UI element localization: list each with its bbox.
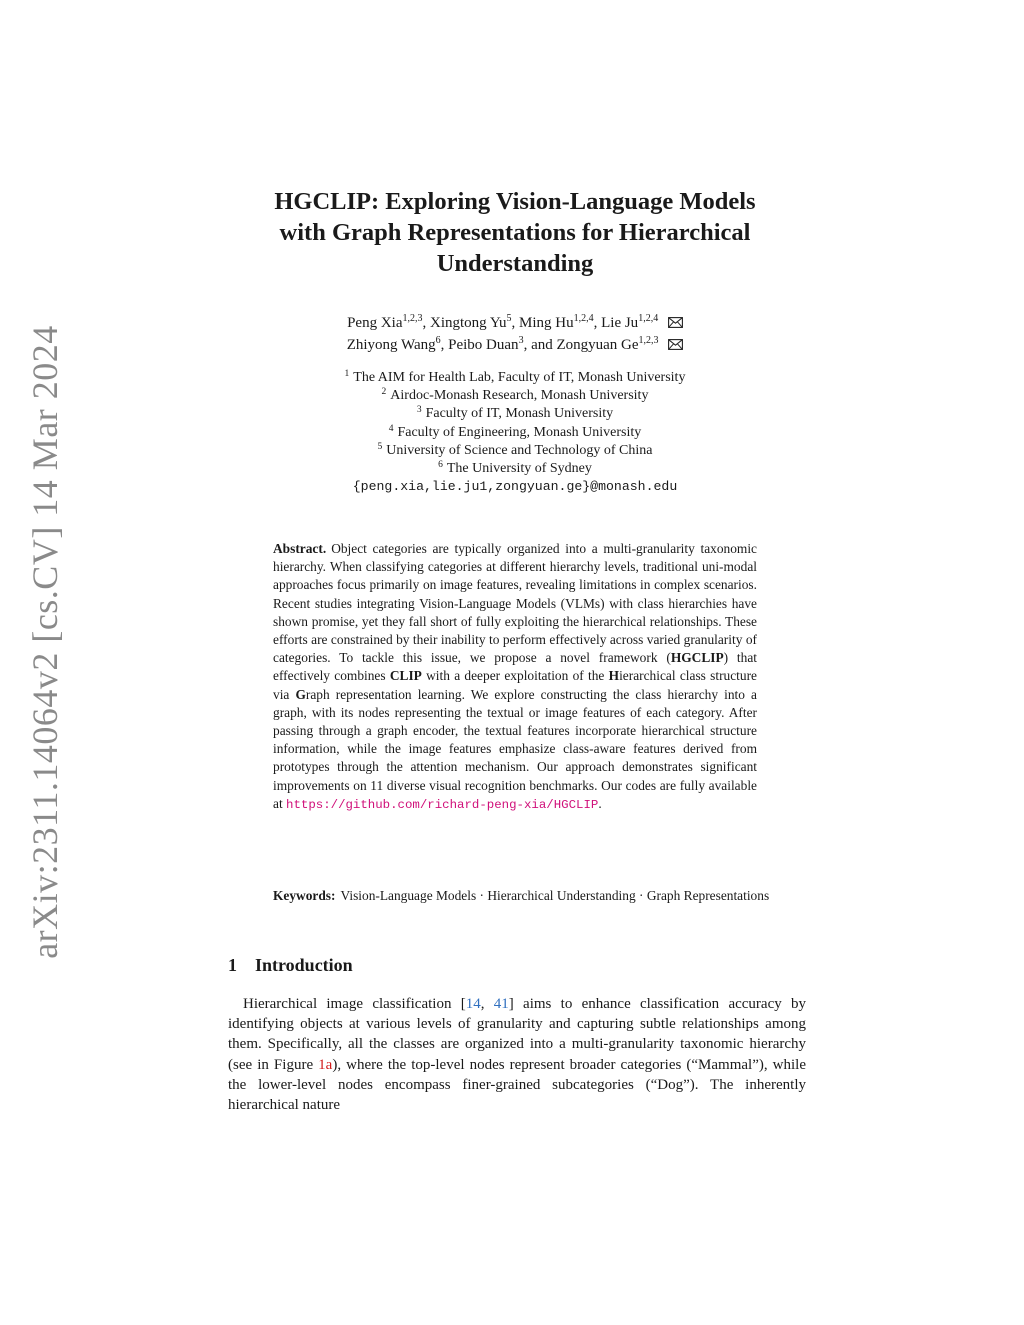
author-name: Zongyuan Ge: [556, 337, 639, 353]
author-affil-sup: 1,2,3: [402, 313, 423, 324]
affiliation: $^6$ The University of Sydney: [438, 460, 592, 477]
envelope-icon: [668, 339, 683, 350]
author-affil-sup: 6: [435, 335, 441, 346]
author-name: Zhiyong Wang: [346, 337, 436, 353]
arxiv-identifier: arXiv:2311.14064v2 [cs.CV] 14 Mar 2024: [25, 325, 65, 959]
citation-link[interactable]: 41: [493, 996, 509, 1012]
section-title: Introduction: [255, 955, 353, 975]
author-name: Lie Ju: [601, 315, 639, 331]
affiliation-list: [200, 369, 830, 496]
author-name: Peng Xia: [347, 315, 403, 331]
title-line: Understanding: [436, 250, 594, 277]
author-line: Peng Xia$^{1,2,3}$, Xingtong Yu$^5$, Ming Hu$^{1,2,4}$, Lie Ju$^{1,2,4}$: [200, 312, 830, 334]
figure-reference-link[interactable]: 1a: [318, 1056, 333, 1073]
author-affil-sup: 1,2,4: [638, 313, 659, 324]
author-name: Peibo Duan: [448, 337, 519, 353]
affiliation: $^2$ Airdoc-Monash Research, Monash University: [381, 387, 649, 404]
section-number: 1: [228, 955, 237, 975]
author-name: Ming Hu: [519, 315, 574, 331]
intro-paragraph: Hierarchical image classification [14, 41] aims to enhance classification accuracy by identifying objects at various levels of granularity and capturing subtle relationships among them. Specifically, all the classes are organized into a multi-granularity taxonomic hierarchy (see in Figure 1a), where the top-level nodes represent broader categories (“Mammal”), while the lower-level nodes encompass finer-grained subcategories (“Dog”). The inherently hierarchical nature: [228, 996, 807, 1114]
abstract: Abstract. Object categories are typically organized into a multi-granularity taxonomic hierarchy. When classifying categories at different hierarchy levels, traditional uni-modal approaches focus primarily on image features, revealing limitations in complex scenarios. Recent studies integrating Vision-Language Models (VLMs) with class hierarchies have shown promise, yet they fall short of fully exploiting the hierarchical relationships. These efforts are constrained by their inability to perform effectively across varied granularity of categories. To tackle this issue, we propose a novel framework (HGCLIP) that effectively combines CLIP with a deeper exploitation of the Hierarchical class structure via Graph representation learning. We explore constructing the class hierarchy into a graph, with its nodes representing the textual or image features of each category. After passing through a graph encoder, the textual features incorporate hierarchical structure information, while the image features emphasize class-aware features derived from prototypes through the attention mechanism. Our approach demonstrates significant improvements on 11 diverse visual recognition benchmarks. Our codes are fully available at https://github.com/richard-peng-xia/HGCLIP.: [273, 541, 757, 812]
affiliation: $^5$ University of Science and Technology of China: [377, 441, 653, 458]
title-line: HGCLIP: Exploring Vision-Language Models: [274, 188, 756, 215]
method-name: HGCLIP: [670, 650, 724, 666]
citation-link[interactable]: 14: [465, 996, 481, 1012]
abstract-label: Abstract.: [273, 541, 327, 556]
keywords-label: Keywords:: [273, 888, 336, 903]
title-line: with Graph Representations for Hierarchical: [279, 219, 751, 246]
author-name: Xingtong Yu: [429, 315, 507, 331]
author-affil-sup: 5: [506, 313, 512, 324]
author-affil-sup: 1,2,4: [573, 313, 594, 324]
envelope-icon: [668, 317, 683, 328]
affiliation: $^3$ Faculty of IT, Monash University: [416, 405, 614, 422]
author-email: {peng.xia,lie.ju1,zongyuan.ge}@monash.edu: [352, 479, 678, 495]
author-affil-sup: 3: [518, 335, 524, 346]
keywords: Keywords: Vision-Language Models · Hierarchical Understanding · Graph Representations: [273, 888, 770, 903]
author-list: [200, 312, 830, 356]
paper-title: [200, 186, 830, 279]
section-heading: [228, 955, 353, 976]
author-line: Zhiyong Wang$^6$, Peibo Duan$^3$, and Zongyuan Ge$^{1,2,3}$: [200, 334, 830, 356]
author-affil-sup: 1,2,3: [638, 335, 659, 346]
code-link[interactable]: https://github.com/richard-peng-xia/HGCLIP: [286, 797, 599, 812]
affiliation: $^1$ The AIM for Health Lab, Faculty of IT, Monash University: [344, 369, 686, 385]
affiliation: $^4$ Faculty of Engineering, Monash University: [388, 423, 642, 440]
